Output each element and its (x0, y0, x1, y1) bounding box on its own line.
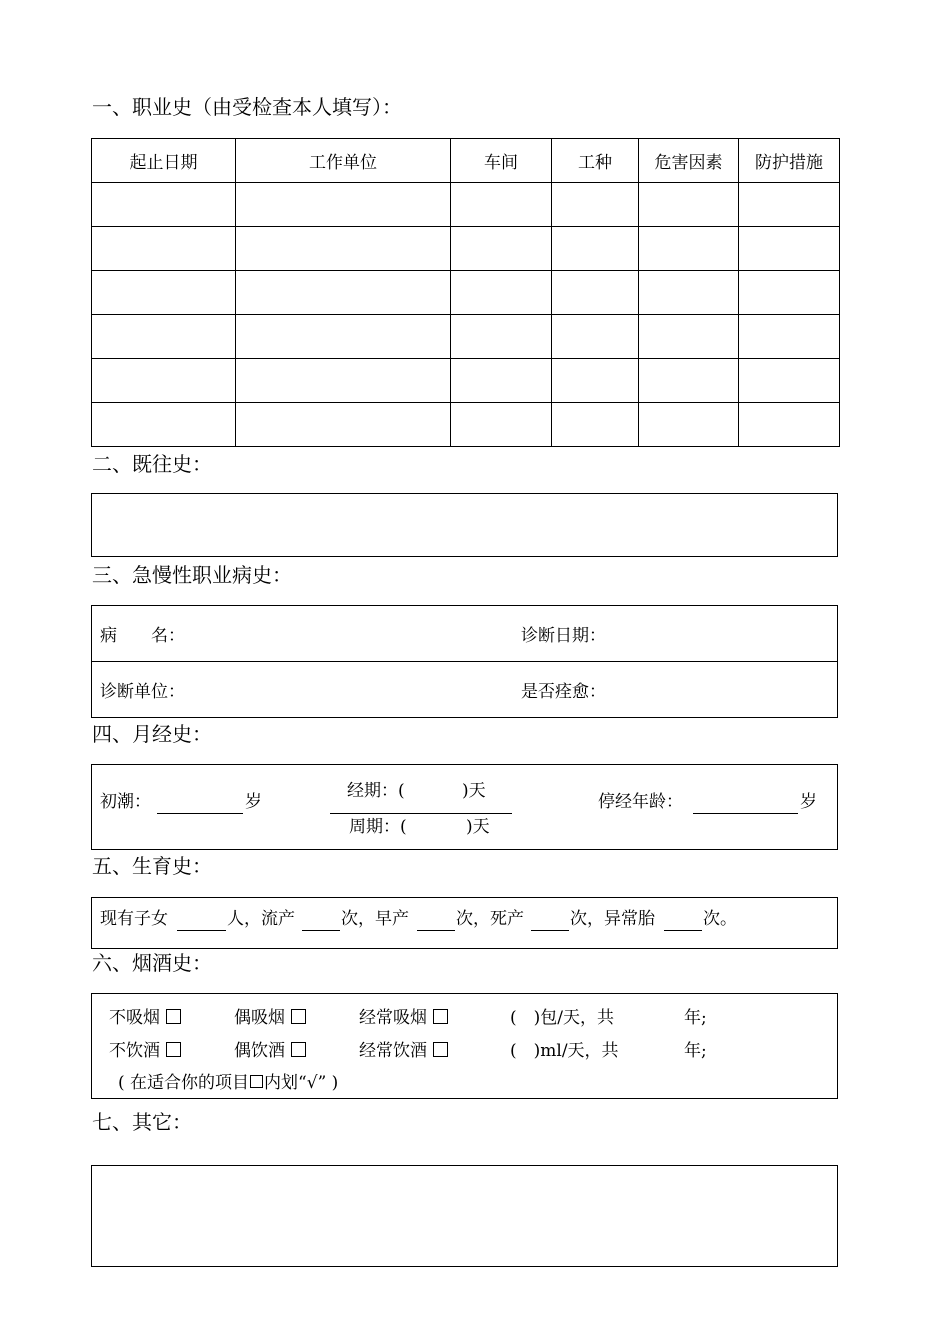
no-smoke-checkbox[interactable] (166, 1009, 181, 1024)
hazards-cell[interactable] (639, 315, 739, 359)
protection-cell[interactable] (739, 359, 840, 403)
protection-cell[interactable] (739, 271, 840, 315)
occasional-drink-label: 偶饮酒 (234, 1041, 285, 1061)
occupational-disease-box (91, 605, 838, 718)
past-history-field[interactable] (91, 493, 838, 557)
job-type-cell[interactable] (552, 183, 639, 227)
occasional-smoke-label: 偶吸烟 (234, 1008, 285, 1028)
workshop-cell[interactable] (451, 403, 552, 447)
header-job-type: 工种 (552, 139, 639, 183)
row-divider (92, 661, 837, 662)
work-unit-cell[interactable] (236, 227, 451, 271)
menopause-unit: 岁 (800, 792, 817, 812)
header-work-unit: 工作单位 (236, 139, 451, 183)
protection-cell[interactable] (739, 183, 840, 227)
work-unit-cell[interactable] (236, 403, 451, 447)
section-title-occupation: 一、职业史（由受检查本人填写）： (92, 95, 402, 119)
regular-smoke-label: 经常吸烟 (359, 1008, 427, 1028)
cured-label: 是否痊愈： (521, 682, 606, 702)
dates-cell[interactable] (92, 227, 236, 271)
protection-cell[interactable] (739, 403, 840, 447)
children-blank[interactable] (177, 930, 226, 931)
smoke-years-label: 年; (684, 1008, 707, 1028)
regular-drink-label: 经常饮酒 (359, 1041, 427, 1061)
no-smoke-option[interactable] (109, 1008, 181, 1028)
job-type-cell[interactable] (552, 359, 639, 403)
dates-cell[interactable] (92, 403, 236, 447)
dates-cell[interactable] (92, 315, 236, 359)
menarche-label: 初潮： (100, 792, 151, 812)
abnormal-blank[interactable] (664, 930, 702, 931)
hazards-cell[interactable] (639, 227, 739, 271)
hazards-cell[interactable] (639, 403, 739, 447)
diagnosis-date-label: 诊断日期： (521, 626, 606, 646)
menarche-unit: 岁 (245, 792, 262, 812)
section-title-past-history: 二、既往史： (92, 452, 212, 476)
section-title-birth: 五、生育史： (92, 854, 212, 878)
section-title-other: 七、其它： (92, 1110, 192, 1134)
times-end-label: 次。 (703, 909, 737, 929)
occasional-smoke-option[interactable] (234, 1008, 306, 1028)
regular-drink-option[interactable] (359, 1041, 448, 1061)
instruction-note (118, 1073, 338, 1093)
job-type-cell[interactable] (552, 403, 639, 447)
job-type-cell[interactable] (552, 315, 639, 359)
occupation-table (91, 138, 840, 447)
checkbox-example-icon (250, 1075, 263, 1088)
hazards-cell[interactable] (639, 271, 739, 315)
menarche-blank[interactable] (157, 813, 243, 814)
occupation-row (92, 403, 840, 447)
premature-blank[interactable] (417, 930, 455, 931)
period-label: 经期：( (347, 781, 405, 801)
work-unit-cell[interactable] (236, 183, 451, 227)
occupation-row (92, 227, 840, 271)
job-type-cell[interactable] (552, 227, 639, 271)
fraction-line (330, 813, 512, 814)
occupation-row (92, 359, 840, 403)
abnormal-label: 次，异常胎 (570, 909, 655, 929)
instruction-note-start: ( 在适合你的项目 (118, 1073, 250, 1093)
other-field[interactable] (91, 1165, 838, 1267)
no-drink-checkbox[interactable] (166, 1042, 181, 1057)
protection-cell[interactable] (739, 315, 840, 359)
occasional-drink-checkbox[interactable] (291, 1042, 306, 1057)
disease-name-label: 病 名： (100, 626, 185, 646)
hazards-cell[interactable] (639, 183, 739, 227)
hazards-cell[interactable] (639, 359, 739, 403)
cycle-unit: )天 (466, 817, 490, 837)
menopause-label: 停经年龄： (598, 792, 683, 812)
regular-smoke-option[interactable] (359, 1008, 448, 1028)
stillbirth-blank[interactable] (531, 930, 569, 931)
dates-cell[interactable] (92, 183, 236, 227)
workshop-cell[interactable] (451, 359, 552, 403)
workshop-cell[interactable] (451, 271, 552, 315)
period-unit: )天 (462, 781, 486, 801)
section-title-occupational-disease: 三、急慢性职业病史： (92, 563, 292, 587)
occasional-smoke-checkbox[interactable] (291, 1009, 306, 1024)
section-title-menstrual: 四、月经史： (92, 722, 212, 746)
workshop-cell[interactable] (451, 183, 552, 227)
header-dates: 起止日期 (92, 139, 236, 183)
premature-label: 次，早产 (341, 909, 409, 929)
no-smoke-label: 不吸烟 (109, 1008, 160, 1028)
header-hazards: 危害因素 (639, 139, 739, 183)
regular-drink-checkbox[interactable] (433, 1042, 448, 1057)
workshop-cell[interactable] (451, 315, 552, 359)
header-protection: 防护措施 (739, 139, 840, 183)
stillbirth-label: 次，死产 (456, 909, 524, 929)
menstrual-box (91, 764, 838, 850)
drink-amount-label: ( )ml/天，共 (510, 1041, 619, 1061)
menopause-blank[interactable] (693, 813, 798, 814)
abortion-label: 人，流产 (227, 909, 295, 929)
smoke-amount-label: ( )包/天，共 (510, 1008, 614, 1028)
cycle-label: 周期：( (349, 817, 407, 837)
abortion-blank[interactable] (302, 930, 340, 931)
header-workshop: 车间 (451, 139, 552, 183)
occupation-row (92, 271, 840, 315)
regular-smoke-checkbox[interactable] (433, 1009, 448, 1024)
occupation-row (92, 183, 840, 227)
drink-years-label: 年; (684, 1041, 707, 1061)
diagnosis-unit-label: 诊断单位： (100, 682, 185, 702)
occupation-row (92, 315, 840, 359)
workshop-cell[interactable] (451, 227, 552, 271)
no-drink-label: 不饮酒 (109, 1041, 160, 1061)
occasional-drink-option[interactable] (234, 1041, 306, 1061)
dates-cell[interactable] (92, 359, 236, 403)
birth-box (91, 897, 838, 949)
protection-cell[interactable] (739, 227, 840, 271)
work-unit-cell[interactable] (236, 271, 451, 315)
instruction-note-end: 内划“√” ) (264, 1073, 339, 1093)
occupation-header-row (92, 139, 840, 183)
children-label: 现有子女 (100, 909, 168, 929)
no-drink-option[interactable] (109, 1041, 181, 1061)
job-type-cell[interactable] (552, 271, 639, 315)
dates-cell[interactable] (92, 271, 236, 315)
work-unit-cell[interactable] (236, 359, 451, 403)
smoke-drink-box (91, 993, 838, 1099)
section-title-smoke-drink: 六、烟酒史： (92, 951, 212, 975)
work-unit-cell[interactable] (236, 315, 451, 359)
